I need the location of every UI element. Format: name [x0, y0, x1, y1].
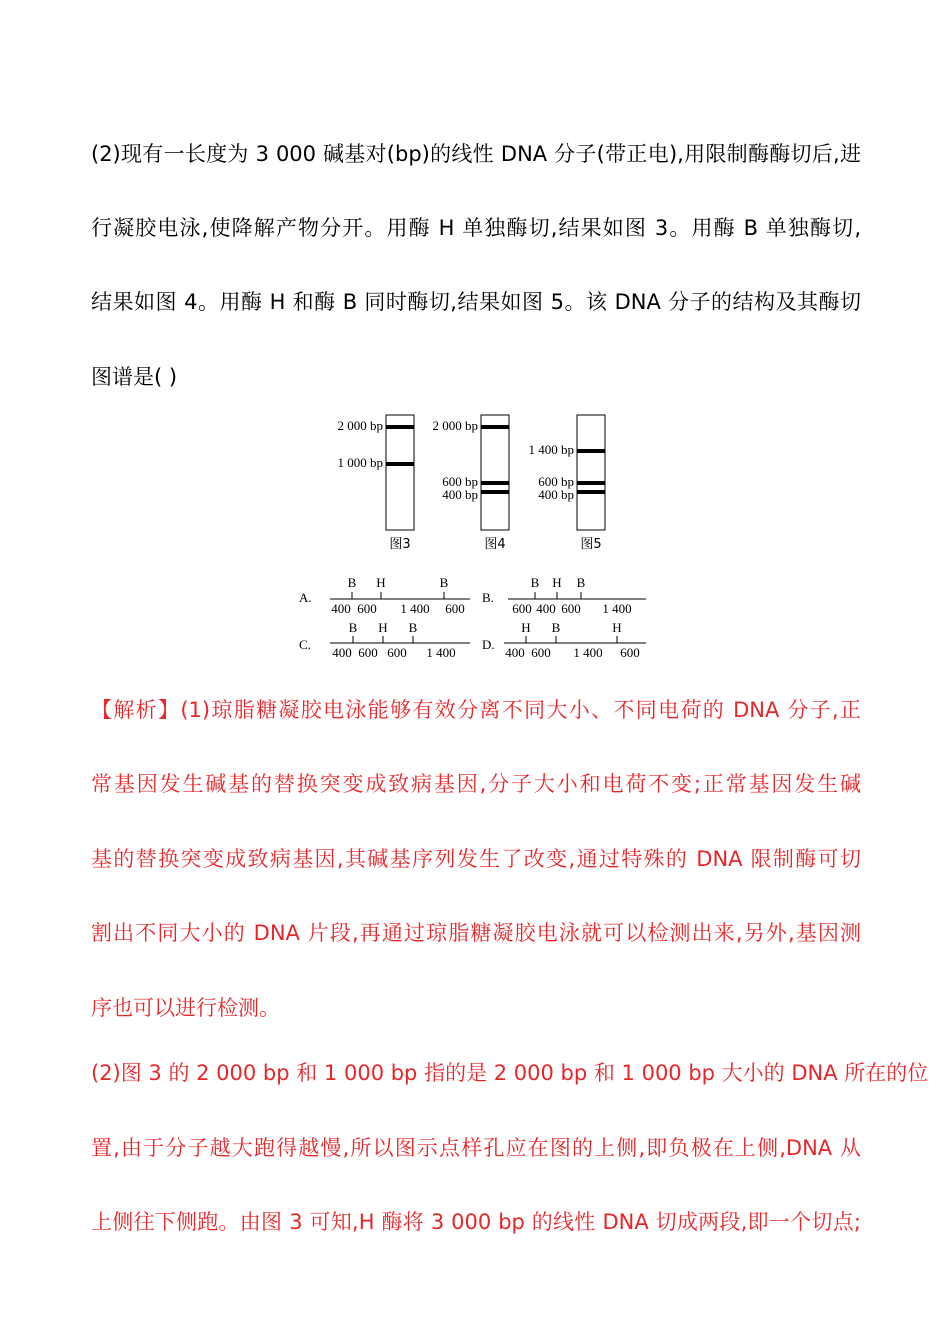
gel-3-label-1000: 1 000 bp [337, 455, 383, 470]
option-a-site-2: H [376, 575, 386, 590]
option-d-letter: D. [482, 637, 495, 652]
option-a [299, 575, 470, 616]
option-b-seg-3: 600 [561, 601, 581, 616]
gel-4-band-2000 [481, 425, 509, 429]
analysis-part2-line-1: (2)图 3 的 2 000 bp 和 1 000 bp 指的是 2 000 bp 和 1 000 bp 大小的 DNA 所在的位 [91, 1061, 929, 1085]
question-line-1: (2)现有一长度为 3 000 碱基对(bp)的线性 DNA 分子(带正电),用限制酶酶切后,进 [91, 142, 861, 166]
option-b-seg-1: 600 [512, 601, 532, 616]
option-b-site-2: H [552, 575, 562, 590]
gel-3-band-2000 [386, 425, 414, 429]
option-b [482, 575, 646, 616]
analysis-line-4: 割出不同大小的 DNA 片段,再通过琼脂糖凝胶电泳就可以检测出来,另外,基因测 [91, 921, 861, 945]
option-d [482, 620, 646, 660]
option-a-seg-2: 600 [357, 601, 377, 616]
gel-figure-4 [433, 415, 510, 552]
option-c-seg-1: 400 [332, 645, 352, 660]
gel-3-label-2000: 2 000 bp [337, 418, 383, 433]
option-b-seg-4: 1 400 [602, 601, 632, 616]
gel-5-label-1400: 1 400 bp [528, 442, 574, 457]
gel-3-caption: 图3 [389, 537, 411, 552]
option-d-seg-3: 1 400 [573, 645, 603, 660]
gel-5-caption: 图5 [580, 537, 602, 552]
gel-5-band-600 [577, 481, 605, 485]
option-a-letter: A. [299, 590, 312, 605]
option-a-seg-4: 600 [445, 601, 465, 616]
option-c-seg-2: 600 [358, 645, 378, 660]
gel-3-lane [386, 415, 414, 530]
analysis-line-2: 常基因发生碱基的替换突变成致病基因,分子大小和电荷不变;正常基因发生碱 [91, 772, 861, 796]
option-d-seg-2: 600 [531, 645, 551, 660]
option-c-site-3: B [408, 620, 418, 635]
option-c-letter: C. [299, 637, 311, 652]
question-line-3: 结果如图 4。用酶 H 和酶 B 同时酶切,结果如图 5。该 DNA 分子的结构及其酶切 [91, 290, 861, 314]
gel-5-band-1400 [577, 449, 605, 453]
gel-4-lane [481, 415, 509, 530]
question-line-2: 行凝胶电泳,使降解产物分开。用酶 H 单独酶切,结果如图 3。用酶 B 单独酶切, [91, 216, 861, 240]
question-line-4: 图谱是( ) [91, 365, 178, 389]
analysis-line-1: 【解析】(1)琼脂糖凝胶电泳能够有效分离不同大小、不同电荷的 DNA 分子,正 [91, 698, 861, 722]
gel-4-label-600: 600 bp [442, 474, 478, 489]
option-d-seg-4: 600 [620, 645, 640, 660]
option-b-letter: B. [482, 590, 494, 605]
analysis-part2-line-2: 置,由于分子越大跑得越慢,所以图示点样孔应在图的上侧,即负极在上侧,DNA 从 [91, 1136, 861, 1160]
gel-figure-5 [529, 415, 606, 552]
option-b-site-3: B [576, 575, 586, 590]
gel-4-band-400 [481, 490, 509, 494]
analysis-part2-line-3: 上侧往下侧跑。由图 3 可知,H 酶将 3 000 bp 的线性 DNA 切成两段,即一个切点; [91, 1210, 861, 1234]
option-c-seg-3: 600 [387, 645, 407, 660]
option-a-site-1: B [347, 575, 357, 590]
option-a-seg-1: 400 [331, 601, 351, 616]
gel-3-band-1000 [386, 462, 414, 466]
gel-4-label-400: 400 bp [442, 487, 478, 502]
option-a-seg-3: 1 400 [400, 601, 430, 616]
analysis-line-5: 序也可以进行检测。 [91, 996, 280, 1020]
gel-5-lane [577, 415, 605, 530]
gel-4-band-600 [481, 481, 509, 485]
option-b-seg-2: 400 [536, 601, 556, 616]
option-c-seg-4: 1 400 [426, 645, 456, 660]
option-b-site-1: B [530, 575, 540, 590]
analysis-line-3: 基的替换突变成致病基因,其碱基序列发生了改变,通过特殊的 DNA 限制酶可切 [91, 847, 861, 871]
gel-4-caption: 图4 [484, 537, 506, 552]
option-c [299, 620, 470, 660]
option-d-seg-1: 400 [505, 645, 525, 660]
option-c-site-2: H [378, 620, 388, 635]
option-d-site-2: B [551, 620, 561, 635]
gel-5-label-400: 400 bp [538, 487, 574, 502]
gel-5-band-400 [577, 490, 605, 494]
gel-5-label-600: 600 bp [538, 474, 574, 489]
gel-figure-3 [338, 415, 415, 552]
option-d-site-1: H [521, 620, 531, 635]
option-d-site-3: H [612, 620, 622, 635]
option-c-site-1: B [348, 620, 358, 635]
gel-4-label-2000: 2 000 bp [432, 418, 478, 433]
option-a-site-3: B [439, 575, 449, 590]
